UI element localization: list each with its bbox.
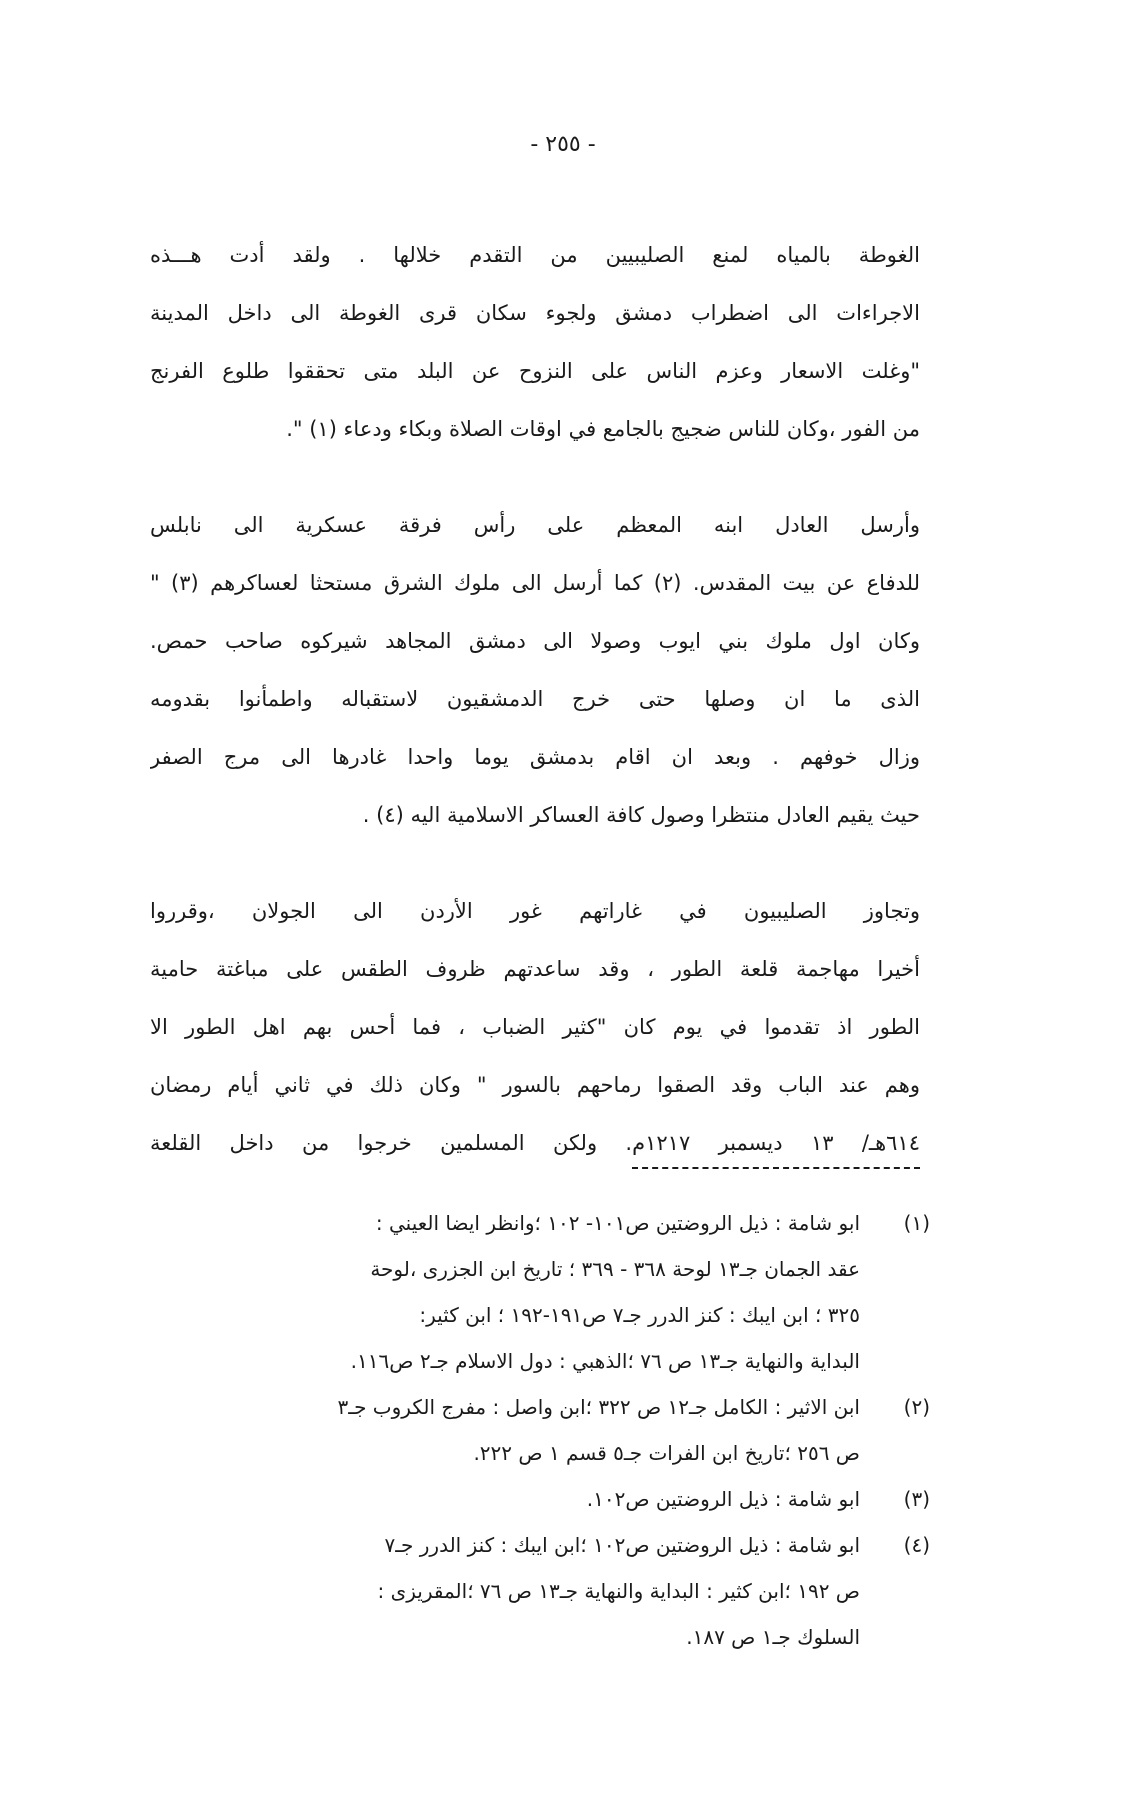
text-line: وأرسل العادل ابنه المعظم على رأس فرقة عسكرية الى نابلس [150,513,920,537]
footnote-divider [632,1167,920,1169]
paragraph [150,226,920,458]
footnote [140,1522,930,1660]
text-line: وكان اول ملوك بني ايوب وصولا الى دمشق المجاهد شيركوه صاحب حمص. [150,629,920,653]
footnote-line: ص ١٩٢ ؛ابن كثير : البداية والنهاية جـ١٣ ص ٧٦ ؛المقريزى : [377,1579,860,1603]
footnote-number: (١) [903,1211,930,1235]
text-line: حيث يقيم العادل منتظرا وصول كافة العساكر الاسلامية اليه (٤) . [362,803,920,827]
footnote-line: ٣٢٥ ؛ ابن ايبك : كنز الدرر جـ٧ ص١٩١-١٩٢ ؛ ابن كثير: [419,1303,860,1327]
footnote-number: (٣) [903,1487,930,1511]
text-line: وتجاوز الصليبيون في غاراتهم غور الأردن الى الجولان ،وقرروا [150,899,920,923]
text-line: للدفاع عن بيت المقدس. (٢) كما أرسل الى ملوك الشرق مستحثا لعساكرهم (٣) " [150,571,920,595]
footnote-line: ص ٢٥٦ ؛تاريخ ابن الفرات جـ٥ قسم ١ ص ٢٢٢. [473,1441,860,1465]
footnote [140,1200,930,1384]
footnote-line: البداية والنهاية جـ١٣ ص ٧٦ ؛الذهبي : دول الاسلام جـ٢ ص١١٦. [350,1349,860,1373]
text-line: أخيرا مهاجمة قلعة الطور ، وقد ساعدتهم ظروف الطقس على مباغتة حامية [150,957,920,981]
footnote [140,1476,930,1522]
text-line: "وغلت الاسعار وعزم الناس على النزوح عن البلد متى تحققوا طلوع الفرنج [150,359,920,383]
page-number: - ٢٥٥ - [530,132,596,157]
footnotes [140,1200,930,1660]
footnote-line: ابو شامة : ذيل الروضتين ص١٠٢ ؛ابن ايبك : كنز الدرر جـ٧ [384,1533,860,1557]
text-line: وهم عند الباب وقد الصقوا رماحهم بالسور " وكان ذلك في ثاني أيام رمضان [150,1073,920,1097]
footnote-number: (٤) [903,1533,930,1557]
text-line: الغوطة بالمياه لمنع الصليبيين من التقدم خلالها . ولقد أدت هـــذه [150,243,920,267]
text-line: الذى ما ان وصلها حتى خرج الدمشقيون لاستقباله واطمأنوا بقدومه [150,687,920,711]
paragraph [150,496,920,844]
text-line: الاجراءات الى اضطراب دمشق ولجوء سكان قرى الغوطة الى داخل المدينة [150,301,920,325]
footnote-line: عقد الجمان جـ١٣ لوحة ٣٦٨ - ٣٦٩ ؛ تاريخ ابن الجزرى ،لوحة [370,1257,860,1281]
text-line: من الفور ،وكان للناس ضجيج بالجامع في اوقات الصلاة وبكاء ودعاء (١) ". [286,417,920,441]
footnote-line: ابو شامة : ذيل الروضتين ص١٠١- ١٠٢ ؛وانظر ايضا العيني : [375,1211,860,1235]
footnote-line: ابن الاثير : الكامل جـ١٢ ص ٣٢٢ ؛ابن واصل : مفرج الكروب جـ٣ [337,1395,860,1419]
footnote [140,1384,930,1476]
text-line: وزال خوفهم . وبعد ان اقام بدمشق يوما واحدا غادرها الى مرج الصفر [150,745,920,769]
text-line: ٦١٤هـ/ ١٣ ديسمبر ١٢١٧م. ولكن المسلمين خرجوا من داخل القلعة [150,1131,920,1155]
footnote-line: ابو شامة : ذيل الروضتين ص١٠٢. [586,1487,860,1511]
main-text [150,226,920,1172]
text-line: الطور اذ تقدموا في يوم كان "كثير الضباب ، فما أحس بهم اهل الطور الا [150,1015,920,1039]
footnote-line: السلوك جـ١ ص ١٨٧. [686,1625,860,1649]
footnote-number: (٢) [903,1395,930,1419]
paragraph [150,882,920,1172]
